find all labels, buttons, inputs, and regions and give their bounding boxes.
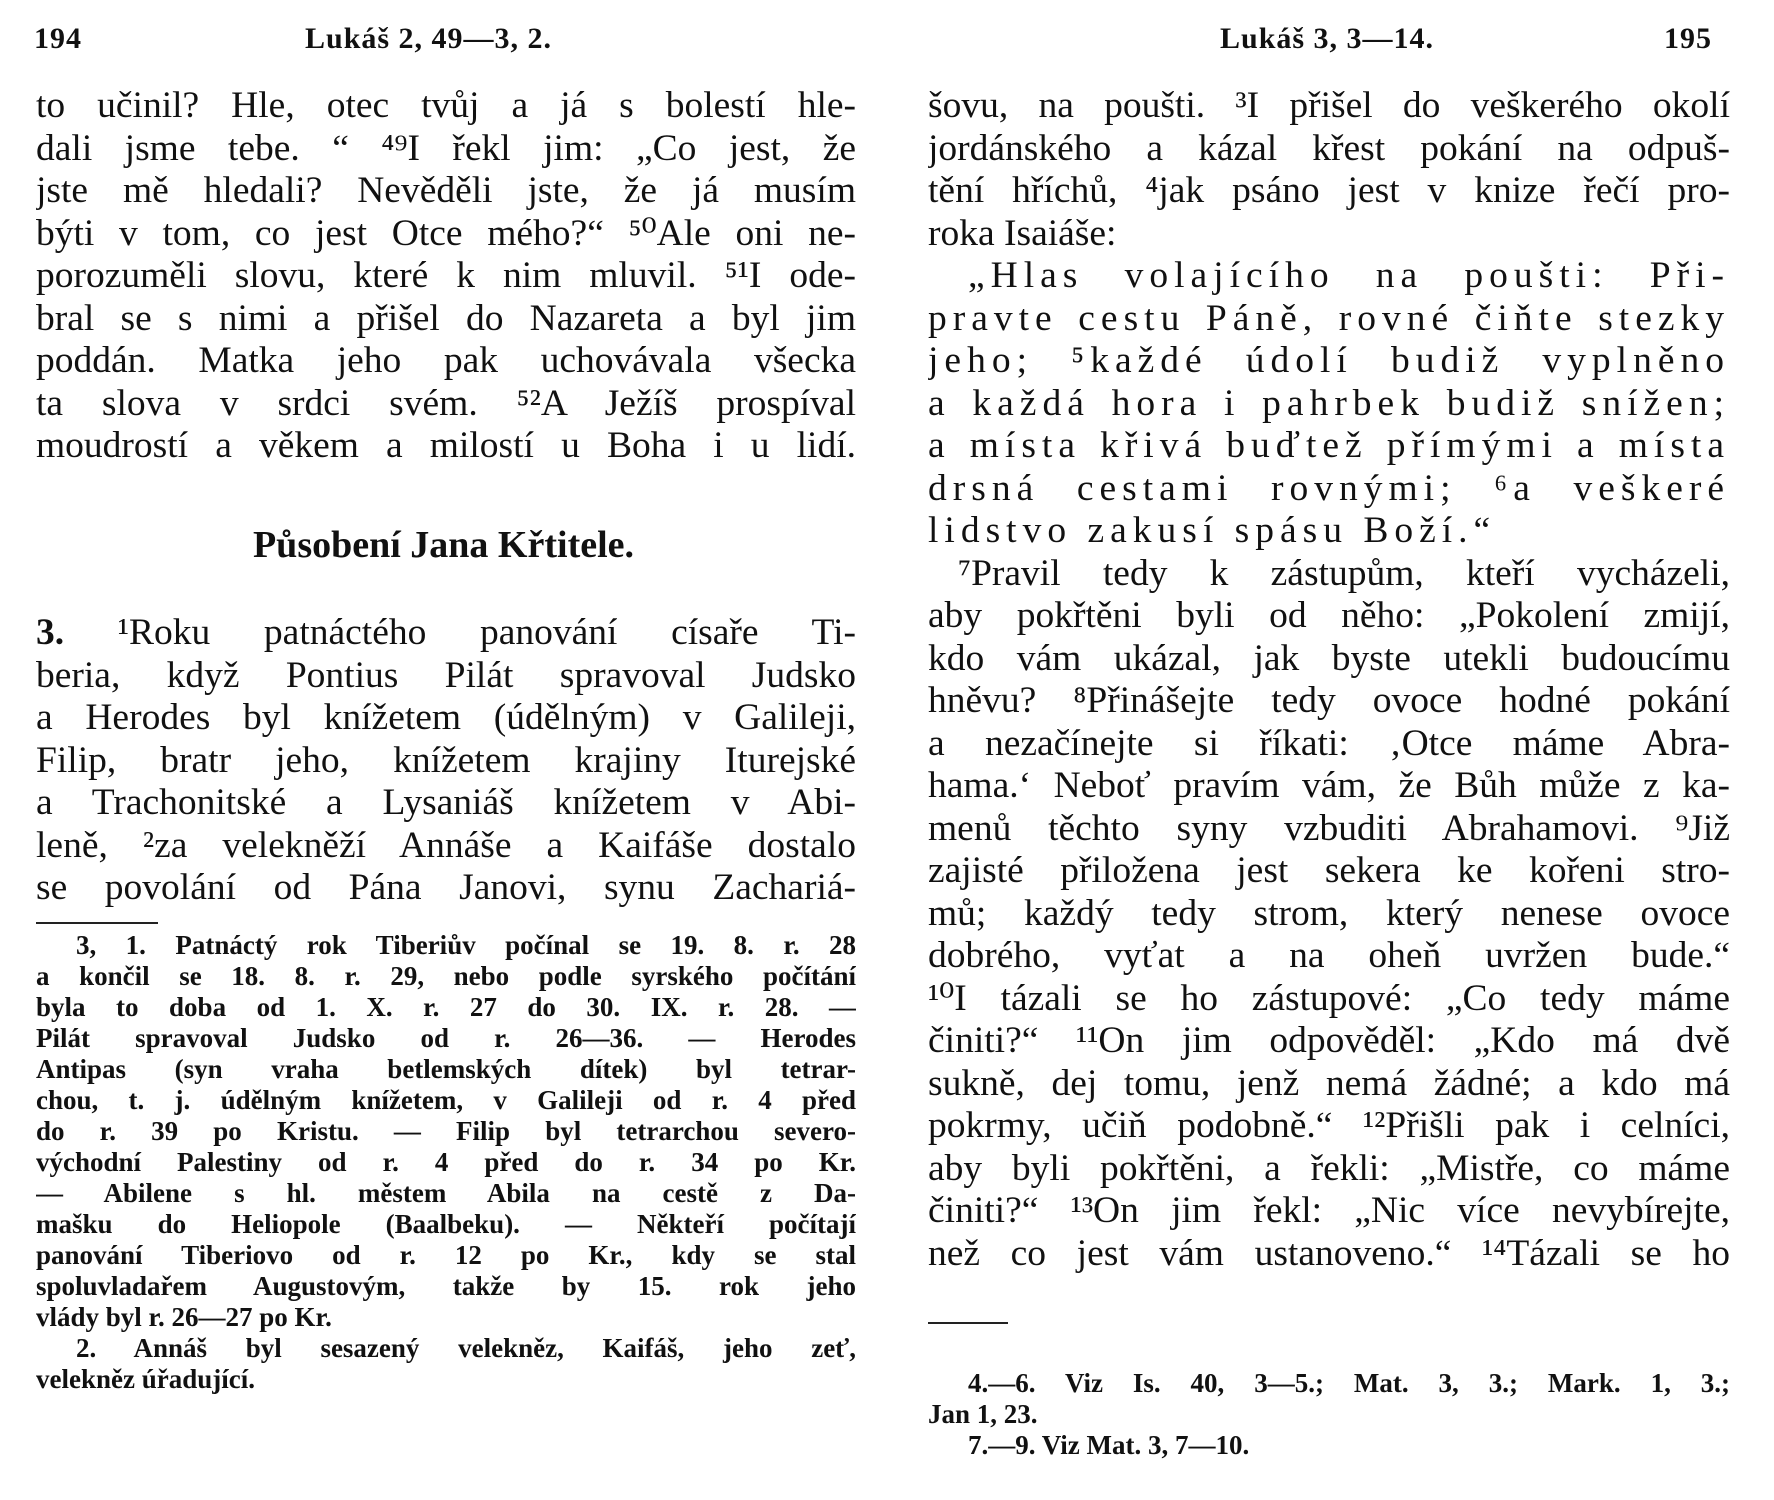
text-line: beria, když Pontius Pilát spravoval Judsko [36,654,856,696]
footnote-line: Antipas (syn vraha betlemských dítek) byl tetrar- [36,1054,856,1084]
page-number: 195 [1664,22,1712,55]
running-title: Lukáš 3, 3—14. [1220,22,1435,55]
text-line: se povolání od Pána Janovi, synu Zachariá- [36,867,856,908]
text-line: porozuměli slovu, které k nim mluvil. ⁵¹I ode- [36,255,856,296]
text-line: poddán. Matka jeho pak uchovávala všecka [36,340,856,381]
text-line: menů těchto syny vzbuditi Abrahamovi. ⁹Již [928,807,1730,849]
footnote-line: Jan 1, 23. [928,1399,1038,1429]
text-line: a Herodes byl knížetem (údělným) v Galileji, [36,697,856,738]
text-line: aby pokřtěni byli od něho: „Pokolení zmijí, [928,595,1730,636]
footnote-line: 4.—6. Viz Is. 40, 3—5.; Mat. 3, 3.; Mark. 1, 3.; [968,1368,1730,1398]
left-page-header [0,22,887,62]
footnote-line: 2. Annáš byl sesazený velekněz, Kaifáš, jeho zeť, [76,1333,856,1363]
text-line: hněvu? ⁸Přinášejte tedy ovoce hodné pokání [928,680,1730,721]
text-line: sukně, dej tomu, jenž nemá žádné; a kdo má [928,1062,1730,1104]
text-line: činiti?“ ¹¹On jim odpověděl: „Kdo má dvě [928,1020,1730,1061]
text-line: a Trachonitské a Lysaniáš knížetem v Abi- [36,782,856,823]
text-line: to učinil? Hle, otec tvůj a já s bolestí hle- [36,85,856,126]
body-text [928,85,1730,1275]
footnote-line: do r. 39 po Kristu. — Filip byl tetrarchou severo- [36,1116,856,1146]
quote-line: jeho; ⁵každé údolí budiž vyplněno [928,340,1730,381]
footnotes [928,1368,1730,1461]
text-line: činiti?“ ¹³On jim řekl: „Nic více nevybírejte, [928,1190,1730,1231]
quote-line: a místa křivá buďtež přímými a místa [928,425,1730,466]
footnote-divider [36,922,158,924]
text-line: leně, ²za velekněží Annáše a Kaifáše dostalo [36,824,856,866]
quote-line: a každá hora i pahrbek budiž snížen; [928,382,1730,424]
text-line: býti v tom, co jest Otce mého?“ ⁵⁰Ale oni ne- [36,212,856,254]
text-line: ⁷Pravil tedy k zástupům, kteří vycházeli, [958,552,1730,594]
footnote-line: a končil se 18. 8. r. 29, nebo podle syrského počítání [36,961,856,991]
footnote-divider [928,1322,1008,1324]
text-line: bral se s nimi a přišel do Nazareta a byl jim [36,297,856,339]
running-title: Lukáš 2, 49—3, 2. [305,22,553,55]
body-text-1 [36,85,856,468]
text-line: aby byli pokřtěni, a řekli: „Mistře, co máme [928,1147,1730,1189]
text-line: roka Isaiáše: [928,212,1117,254]
footnote-line: východní Palestiny od r. 4 před do r. 34 po Kr. [36,1147,856,1177]
footnote-line: vlády byl r. 26—27 po Kr. [36,1302,332,1332]
text-line: jste mě hledali? Nevěděli jste, že já musím [36,170,856,211]
text-line: Filip, bratr jeho, knížetem krajiny Iturejské [36,739,856,781]
text-line: šovu, na poušti. ³I přišel do veškerého okolí [928,85,1730,126]
text-line: než co jest vám ustanoveno.“ ¹⁴Tázali se ho [928,1232,1730,1274]
text-line-chapter-start [36,612,856,655]
page-number: 194 [34,22,82,55]
footnotes [36,930,856,1395]
text-line: kdo vám ukázal, jak byste utekli budoucímu [928,637,1730,679]
right-page [887,0,1774,1500]
text-line: ¹⁰I tázali se ho zástupové: „Co tedy máme [928,977,1730,1019]
text-line: hama.‘ Neboť pravím vám, že Bůh může z ka- [928,765,1730,806]
body-text-2 [36,612,856,910]
footnote-line: mašku do Heliopole (Baalbeku). — Někteří počítají [36,1209,856,1239]
footnote-line: velekněz úřadující. [36,1364,255,1394]
footnote-line: panování Tiberiovo od r. 12 po Kr., kdy se stal [36,1240,856,1270]
footnote-line: 3, 1. Patnáctý rok Tiberiův počínal se 19. 8. r. 28 [76,930,856,960]
footnote-line: chou, t. j. údělným knížetem, v Galileji od r. 4 před [36,1085,856,1115]
quote-line: lidstvo zakusí spásu Boží.“ [928,510,1497,551]
footnote-line: 7.—9. Viz Mat. 3, 7—10. [968,1430,1250,1460]
chapter-number: 3. [36,612,65,653]
text-line: dali jsme tebe. “ ⁴⁹I řekl jim: „Co jest, že [36,127,856,169]
right-page-header [887,22,1774,62]
text-line: a nezačínejte si říkati: ‚Otce máme Abra- [928,722,1730,764]
section-heading: Působení Jana Křtitele. [252,524,635,566]
quote-line: drsná cestami rovnými; ⁶a veškeré [928,467,1730,509]
text-line: ta slova v srdci svém. ⁵²A Ježíš prospíval [36,382,856,424]
footnote-line: spoluvladařem Augustovým, takže by 15. rok jeho [36,1271,856,1301]
quote-line: „Hlas volajícího na poušti: Při- [968,255,1730,296]
footnote-line: byla to doba od 1. X. r. 27 do 30. IX. r. 28. — [36,992,856,1022]
text-line: pokrmy, učiň podobně.“ ¹²Přišli pak i celníci, [928,1105,1730,1146]
text-line: mů; každý tedy strom, který nenese ovoce [928,892,1730,934]
text-line: zajisté přiložena jest sekera ke kořeni stro- [928,850,1730,891]
footnote-line: Pilát spravoval Judsko od r. 26—36. — Herodes [36,1023,856,1053]
text-line: ¹Roku patnáctého panování císaře Ti- [117,612,856,653]
text-line: moudrostí a věkem a milostí u Boha i u lidí. [36,425,856,466]
quote-line: pravte cestu Páně, rovné čiňte stezky [928,297,1730,339]
text-line: jordánského a kázal křest pokání na odpuš- [928,127,1730,169]
text-line: tění hříchů, ⁴jak psáno jest v knize řečí pro- [928,170,1730,211]
text-line: dobrého, vyťat a na oheň uvržen bude.“ [928,935,1730,976]
footnote-line: — Abilene s hl. městem Abila na cestě z Da- [36,1178,856,1208]
